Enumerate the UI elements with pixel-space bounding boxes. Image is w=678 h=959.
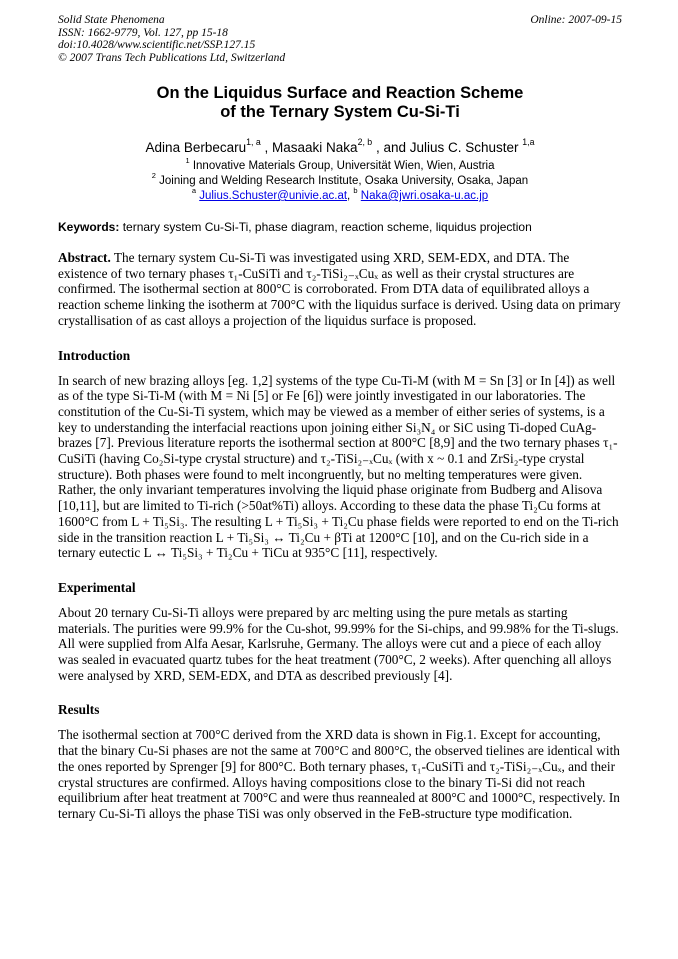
email-line (58, 186, 622, 203)
section-heading-introduction: Introduction (58, 347, 131, 363)
author-berbecaru: Adina Berbecaru$^{1, a}$ , (145, 137, 273, 155)
email-marker-a: a (191, 186, 196, 196)
abstract-label: Abstract. (58, 250, 111, 265)
affiliation-marker: 2 (151, 171, 156, 181)
paper-title-line-2: of the Ternary System Cu-Si-Ti (220, 103, 460, 121)
email-marker-b: b (353, 186, 358, 196)
abstract-paragraph (58, 250, 622, 329)
author-affil-marker: 1, a (246, 137, 261, 148)
publication-header (58, 14, 622, 64)
email-link-naka[interactable]: Naka@jwri.osaka-u.ac.jp (360, 190, 489, 202)
section-experimental (58, 580, 622, 684)
author-naka: Masaaki Naka$^{2, b}$ , and (272, 137, 410, 155)
author-schuster: Julius C. Schuster $^{1,a}$ (409, 137, 535, 155)
affiliations-block (58, 156, 622, 203)
affiliation-1: $^1$ Innovative Materials Group, Universität Wien, Wien, Austria (185, 156, 495, 172)
section-heading-experimental: Experimental (58, 579, 136, 595)
keywords-line (58, 220, 622, 235)
keywords-label: Keywords: (58, 220, 120, 234)
keywords-text: ternary system Cu-Si-Ti, phase diagram, reaction scheme, liquidus projection (119, 220, 532, 234)
introduction-paragraph: In search of new brazing alloys [eg. 1,2] systems of the type Cu-Ti-M (with M = Sn [3] or In [4]) as well as of the type Si-Ti-M (with M = Ni [5] or Fe [6]) were jointly investigated in our laboratories. The constitution of the Cu-Si-Ti system, which may be viewed as a member of either series of systems, is a key to understanding the interfacial reactions upon joining either Si₃N₄ or SiC using Ti-doped CuAg-brazes [7]. Previous literature reports the isothermal section at 800°C [8,9] and the two ternary phases τ₁-CuSiTi (having Co₂Si-type crystal structure) and τ₂-TiSi₂₋ₓCuₓ (with x ~ 0.1 and ZrSi₂-type crystal structure). Both phases were found to melt incongruently, but no melting temperatures were given. Rather, the only invariant temperatures involving the liquid phase originate from Budberg and Alisova [10,11], but are limited to Ti-rich (>50at%Ti) alloys. According to these data the phase Ti₂Cu forms at 1600°C from L + Ti₅Si₃. The resulting L + Ti₅Si₃ + Ti₂Cu phase fields were reported to end on the Ti-rich side in the transition reaction L + Ti₅Si₃ ↔ Ti₂Cu + βTi at 1200°C [10], and on the Cu-rich side in a ternary eutectic L ↔ Ti₅Si₃ + Ti₂Cu + TiCu at 935°C [11], respectively. (58, 372, 619, 561)
author-line (58, 139, 622, 156)
section-heading-results: Results (58, 702, 100, 718)
paper-title (58, 84, 622, 122)
email-link-schuster[interactable]: Julius.Schuster@univie.ac.at (199, 190, 348, 202)
experimental-paragraph: About 20 ternary Cu-Si-Ti alloys were prepared by arc melting using the pure metals as starting materials. The purities were 99.9% for the Cu-shot, 99.99% for the Si-chips, and 99.98% for the Ti-slugs. All were supplied from Alfa Aesar, Karlsruhe, Germany. The alloys were cut and a piece of each alloy was sealed in evacuated quartz tubes for the heat treatment (700°C, 2 weeks). After quenching all alloys were analysed by XRD, SEM-EDX, and DTA as described previously [4]. (58, 604, 619, 683)
copyright-line: © 2007 Trans Tech Publications Ltd, Switzerland (58, 51, 286, 64)
section-results (58, 702, 622, 821)
affiliation-marker: 1 (185, 156, 190, 166)
journal-title: Solid State Phenomena (58, 14, 165, 26)
email-separator: , (347, 190, 354, 202)
paper-title-line-1: On the Liquidus Surface and Reaction Scheme (156, 84, 524, 102)
abstract-text: The ternary system Cu-Si-Ti was investigated using XRD, SEM-EDX, and DTA. The existence of two ternary phases τ₁-CuSiTi and τ₂-TiSi₂₋ₓCuₓ as well as their crystal structures are confirmed. The isothermal section at 800°C is corroborated. From DTA data of equilibrated alloys a reaction scheme linking the isotherm at 700°C with the liquidus surface is derived. Using data on primary crystallisation of as cast alloys a projection of the liquidus surface is proposed. (58, 250, 621, 328)
section-introduction (58, 348, 622, 561)
issn-volume-line: ISSN: 1662-9779, Vol. 127, pp 15-18 (58, 26, 228, 39)
author-affil-marker: 2, b (357, 137, 373, 148)
doi-line: doi:10.4028/www.scientific.net/SSP.127.15 (58, 39, 256, 51)
online-date: Online: 2007-09-15 (530, 14, 622, 26)
affiliation-2: $^2$ Joining and Welding Research Institute, Osaka University, Osaka, Japan (151, 171, 529, 187)
author-affil-marker: 1,a (522, 137, 535, 148)
results-paragraph: The isothermal section at 700°C derived from the XRD data is shown in Fig.1. Except for accounting, that the binary Cu-Si phases are not the same at 700°C and 800°C, the observed tielines are identical with the ones reported by Sprenger [9] for 800°C. Both ternary phases, τ₁-CuSiTi and τ₂-TiSi₂₋ₓCuₓ, and their crystal structures are confirmed. Alloys having compositions close to the binary Ti-Si did not reach equilibrium after heat treatment at 700°C and were thus reannealed at 800°C and 1000°C, respectively. In ternary Cu-Si-Ti alloys the phase TiSi was only observed in the FeB-structure type modification. (58, 727, 620, 821)
